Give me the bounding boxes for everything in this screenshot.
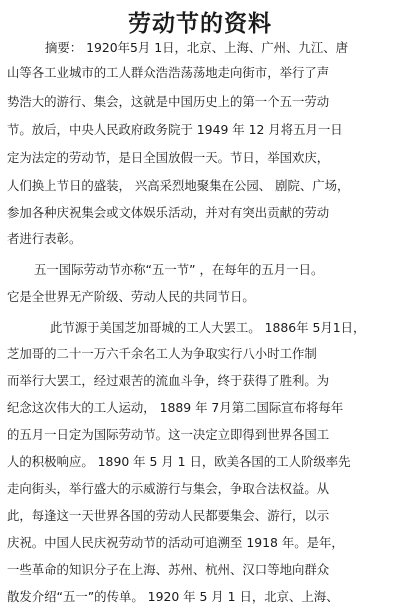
text-line: 此节源于美国芝加哥城的工人大罢工。 1886年 5月1日， bbox=[50, 320, 366, 335]
text-line: 走向街头，举行盛大的示威游行与集会，争取合法权益。从 bbox=[7, 481, 330, 496]
document-title: 劳动节的资料 bbox=[128, 11, 272, 37]
text-line: 散发介绍“五一”的传单。 1920 年 5 月 1 日，北京、上海、 bbox=[7, 589, 339, 604]
text-line: 五一国际劳动节亦称“五一节” ，在每年的五月一日。 bbox=[34, 262, 324, 277]
text-line: 节。放后，中央人民政府政务院于 1949 年 12 月将五月一日 bbox=[7, 122, 343, 137]
text-line: 庆祝。中国人民庆祝劳动节的活动可追溯至 1918 年。是年， bbox=[7, 535, 344, 550]
text-line: 芝加哥的二十一万六千余名工人为争取实行八小时工作制 bbox=[7, 346, 317, 361]
text-line: 纪念这次伟大的工人运动， 1889 年 7月第二国际宣布将每年 bbox=[7, 400, 344, 415]
text-line: 参加各种庆祝集会或文体娱乐活动，并对有突出贡献的劳动 bbox=[7, 205, 330, 220]
text-line: 者进行表彰。 bbox=[7, 231, 82, 246]
text-line: 的五月一日定为国际劳动节。这一决定立即得到世界各国工 bbox=[7, 427, 330, 442]
text-line: 一些革命的知识分子在上海、苏州、杭州、汉口等地向群众 bbox=[7, 562, 330, 577]
text-line: 此，每逢这一天世界各国的劳动人民都要集会、游行，以示 bbox=[7, 508, 330, 523]
text-line: 它是全世界无产阶级、劳动人民的共同节日。 bbox=[7, 289, 255, 304]
text-line: 势浩大的游行、集会，这就是中国历史上的第一个五一劳动 bbox=[7, 94, 330, 109]
text-line: 人们换上节日的盛装， 兴高采烈地聚集在公园、 剧院、广场， bbox=[7, 178, 350, 193]
text-line: 人的积极响应。 1890 年 5 月 1 日，欧美各国的工人阶级率先 bbox=[7, 454, 351, 469]
text-line: 定为法定的劳动节，是日全国放假一天。节日，举国欢庆， bbox=[7, 150, 330, 165]
text-line: 而举行大罢工，经过艰苦的流血斗争，终于获得了胜利。为 bbox=[7, 373, 330, 388]
text-line: 摘要： 1920年5月 1日，北京、上海、广州、九江、唐 bbox=[45, 40, 348, 55]
text-line: 山等各工业城市的工人群众浩浩荡荡地走向街市，举行了声 bbox=[7, 65, 330, 80]
